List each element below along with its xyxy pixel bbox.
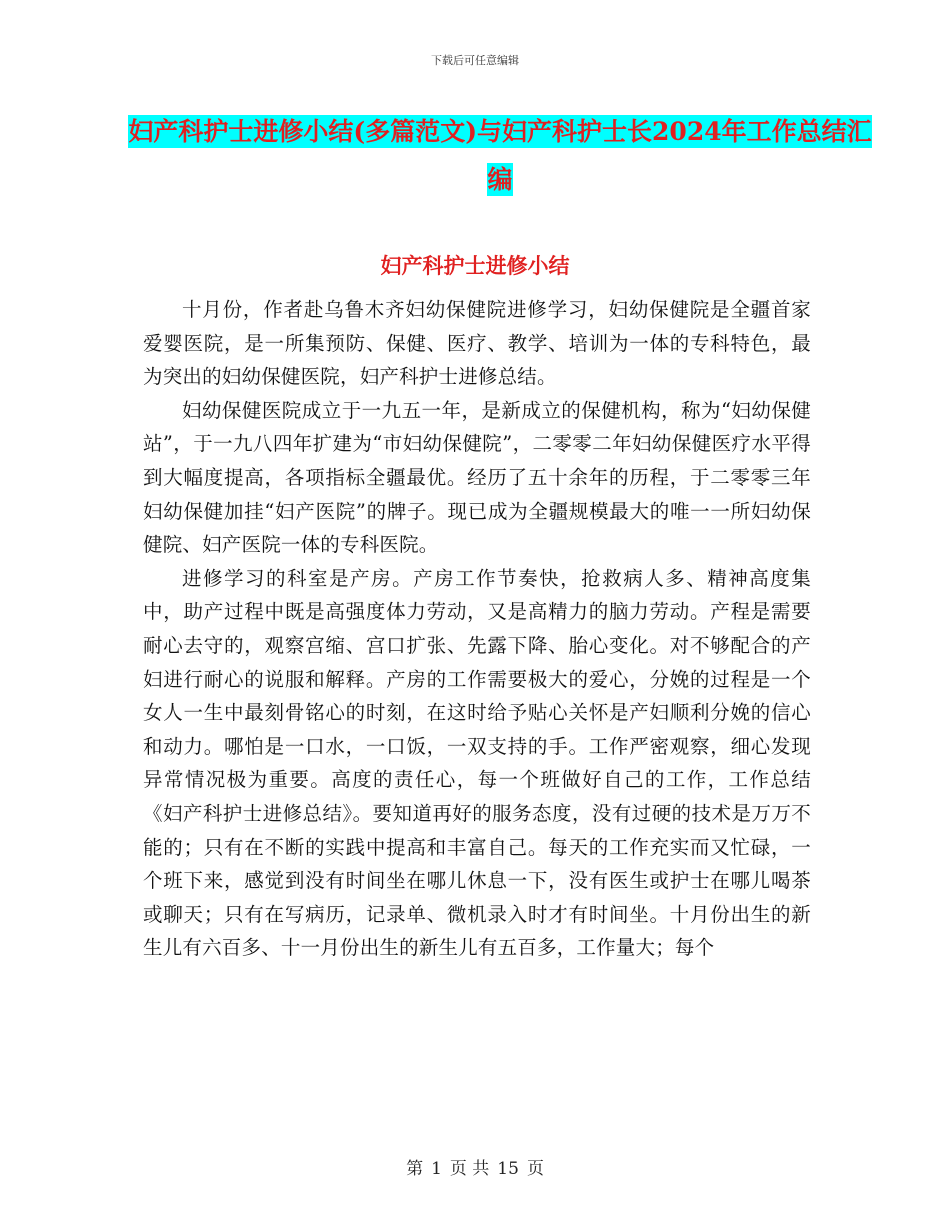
body-paragraph-1: 十月份，作者赴乌鲁木齐妇幼保健院进修学习，妇幼保健院是全疆首家爱婴医院，是一所集预防、保健、医疗、教学、培训为一体的专科特色，最为突出的妇幼保健医院，妇产科护士进修总结。 [143, 298, 811, 389]
section-title: 妇产科护士进修小结 [380, 253, 570, 278]
footer-page-number: 1 [431, 1159, 442, 1179]
document-title-text: 妇产科护士进修小结(多篇范文)与妇产科护士长2024年工作总结汇编 [128, 117, 872, 194]
footer-total-pages: 15 [497, 1159, 519, 1179]
footer-prefix: 第 [406, 1159, 424, 1179]
header-note: 下载后可任意编辑 [431, 54, 519, 67]
document-body [143, 293, 811, 965]
footer-suffix: 页 [526, 1159, 544, 1179]
footer-mid: 页 共 [449, 1159, 490, 1179]
body-paragraph-2: 妇幼保健医院成立于一九五一年，是新成立的保健机构，称为“妇幼保健站”，于一九八四年扩建为“市妇幼保健院”，二零零二年妇幼保健医疗水平得到大幅度提高，各项指标全疆最优。经历了五十余年的历程，于二零零三年妇幼保健加挂“妇产医院”的牌子。现已成为全疆规模最大的唯一一所妇幼保健院、妇产医院一体的专科医院。 [143, 398, 811, 557]
page-footer [0, 1154, 950, 1179]
body-paragraph-3: 进修学习的科室是产房。产房工作节奏快，抢救病人多、精神高度集中，助产过程中既是高强度体力劳动，又是高精力的脑力劳动。产程是需要耐心去守的，观察宫缩、宫口扩张、先露下降、胎心变化。对不够配合的产妇进行耐心的说服和解释。产房的工作需要极大的爱心，分娩的过程是一个女人一生中最刻骨铭心的时刻，在这时给予贴心关怀是产妇顺利分娩的信心和动力。哪怕是一口水，一口饭，一双支持的手。工作严密观察，细心发现异常情况极为重要。高度的责任心，每一个班做好自己的工作，工作总结《妇产科护士进修总结》。要知道再好的服务态度，没有过硬的技术是万万不能的；只有在不断的实践中提高和丰富自己。每天的工作充实而又忙碌，一个班下来，感觉到没有时间坐在哪儿休息一下，没有医生或护士在哪儿喝茶或聊天；只有在写病历，记录单、微机录入时才有时间坐。十月份出生的新生儿有六百多、十一月份出生的新生儿有五百多，工作量大；每个 [143, 566, 811, 960]
document-title [120, 108, 880, 204]
